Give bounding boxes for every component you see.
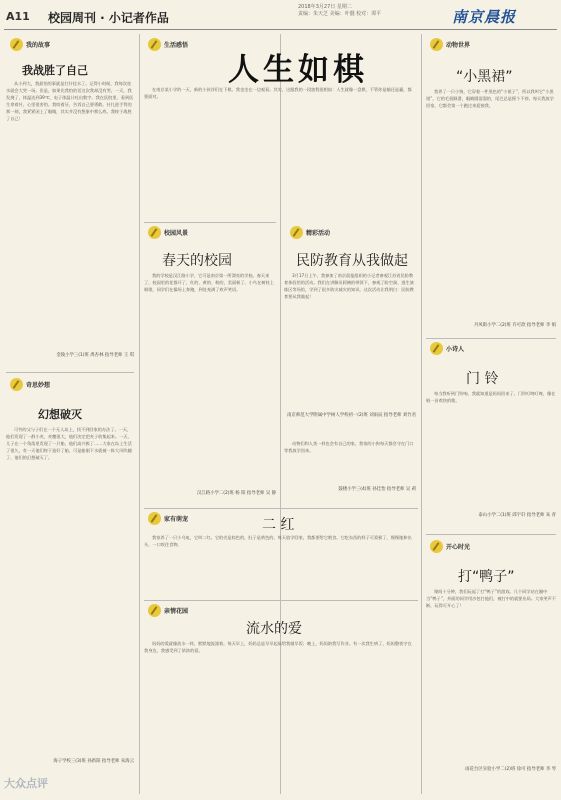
article-body <box>144 640 414 790</box>
article-text: 每当我听到门铃响，我就知道是妈妈回来了。门铃叮咚叮咚，像在唱一首欢快的歌。 <box>426 391 556 403</box>
article-title: 我战胜了自己 <box>22 64 88 77</box>
column-divider <box>139 34 140 794</box>
divider <box>6 372 134 373</box>
article-signature: 南京师范大学附属中学树人学校初一(2)班 刘雨辰 指导老师 刘竹君 <box>287 413 416 418</box>
article-body <box>426 390 556 510</box>
section-badge <box>10 38 50 51</box>
article-title: 二 红 <box>262 517 295 533</box>
article-body <box>284 272 416 392</box>
article-text: 课间十分钟，我们玩起了打“鸭子”的游戏。几个同学站在圈中当“鸭子”，外面的同学用沙包打他们，被打中的就要出局。大家笑声不断，玩得可开心了！ <box>426 589 556 608</box>
article-text: 我的学校是汉江路小学，它可是南京第一所漂亮的学校。春天来了，校园里的花都开了，红的、黄的、粉的，美丽极了。小鸟在树枝上唱歌，同学们在操场上奔跑，到处充满了欢声笑语。 <box>144 273 274 292</box>
article-text: 我养了一只小狗，它穿着一件黑色的“小裙子”，所以我叫它“小黑裙”。它的毛很顺滑，眼睛圆溜溜的，尾巴总是摇个不停。每天我放学回家，它都会第一个跑过来迎接我。 <box>426 89 554 108</box>
date-line-2: 责编：朱天芝 美编：叶靓 校对：谭平 <box>298 11 382 17</box>
article-body <box>426 88 556 320</box>
section-title: 校园周刊 · 小记者作品 <box>48 11 169 25</box>
badge-label: 精彩活动 <box>306 230 331 237</box>
quill-icon <box>148 226 161 239</box>
date-line-1: 2018年3月27日 星期二 <box>298 4 352 10</box>
badge-label: 亲情花园 <box>164 608 189 615</box>
quill-icon <box>430 38 443 51</box>
quill-icon <box>148 38 161 51</box>
badge-label: 家有萌宠 <box>164 516 189 523</box>
badge-label: 小诗人 <box>446 346 465 353</box>
article-title: 门 铃 <box>466 371 499 387</box>
article-text: 从小到大，我最怕的事就是打针挂水了。记得小时候，我每次挂水就会大哭一场。但是，如果比我怕的话这次我却没有哭。一天，我发烧了，体温达到39℃，电子体温计吐出数字。我在医院里，看到医生拿着针，心里很害怕。我咬着牙，告诉自己要勇敢。针扎进手背的那一刻，我紧紧闭上了眼睛，其实并没有想象中那么疼。我终于战胜了自己！ <box>6 81 134 121</box>
article-signature: 丹凤街小学二(2)班 许可歆 指导老师 李 娟 <box>473 323 556 328</box>
quill-icon <box>430 342 443 355</box>
badge-label: 动物世界 <box>446 42 471 49</box>
article-text: 在南京某小学的一天，新的小伙伴们在下棋。我也坐在一边观看。其实，这跟我的一段旅程很相似：人生就像一盘棋，不管你是输还是赢，都要面对。 <box>144 87 412 99</box>
section-badge <box>430 38 470 51</box>
date-line <box>298 4 448 18</box>
divider <box>144 600 418 601</box>
article-body <box>426 588 556 756</box>
section-badge <box>10 378 50 391</box>
article-body <box>144 86 414 216</box>
feature-title: 人生如棋 <box>228 52 368 88</box>
article-signature: 雨花台区实验小学二(2)班 徐可 指导老师 李 琴 <box>465 767 556 772</box>
article-body <box>6 426 134 756</box>
section-badge <box>148 604 188 617</box>
article-signature: 汉江路小学二(2)班 杨 阳 指导老师 吴 静 <box>196 491 276 496</box>
badge-label: 校园风景 <box>164 230 189 237</box>
quill-icon <box>430 540 443 553</box>
article-signature: 金陵小学三(1)班 禹杏林 指导老师 王 琪 <box>56 353 134 358</box>
badge-label: 开心时光 <box>446 544 471 551</box>
section-badge <box>148 38 188 51</box>
article-title: 流水的爱 <box>246 621 302 637</box>
article-text: 妈妈的爱就像流水一样，默默地流淌着。每天早上，妈妈总是早早起床给我做早饭；晚上，妈妈陪我写作业。有一次我生病了，妈妈整夜守在我身边，我感受到了浓浓的爱。 <box>144 641 412 653</box>
badge-label: 我的故事 <box>26 42 51 49</box>
page-number: A11 <box>6 10 30 23</box>
section-badge <box>290 226 330 239</box>
article-signature: 泰山小学二(1)班 邱宇轩 指导老师 朱 青 <box>478 513 556 518</box>
section-badge <box>148 226 188 239</box>
article-title: 春天的校园 <box>162 253 232 269</box>
article-title: 幻想破灭 <box>38 408 82 421</box>
article-text: 可怜的父与子们在一个无人岛上，找不到回家的办法了。一天，他们发现了一群小麦，麦穗很大，他们决定把麦子收集起来。一天，儿子在一个角落里发现了一只船，他们高兴极了……大家在岛上生活了很久，有一天他们终于造好了船，可是船刚下水就被一阵大风吹翻了，他们的幻想破灭了。 <box>6 427 132 460</box>
article-text: 我家养了一只小乌龟，它叫二红。它的壳是棕色的，肚子是黄色的。每天放学回家，我都要给它喂食。它吃东西的样子可爱极了，慢慢地伸出头，一口咬住食物。 <box>144 535 412 547</box>
quill-icon <box>10 378 23 391</box>
badge-label: 生活感悟 <box>164 42 189 49</box>
article-body <box>6 80 134 352</box>
column-divider <box>421 34 422 794</box>
section-badge <box>430 342 464 355</box>
article-title: 打“鸭子” <box>458 569 515 585</box>
badge-label: 奇思妙想 <box>26 382 51 389</box>
article-text: 3月17日上午，我参加了南京晨报组织的小记者参观江苏省民防教育体验馆的活动。我们在讲解员阿姨的带领下，参观了防空洞、逃生演练区等场馆，学到了很多防灾减灾的知识。这次活动让我明白：民防教育要从我做起！ <box>284 273 414 299</box>
article-title: 民防教育从我做起 <box>296 253 408 269</box>
watermark: 大众点评 <box>4 777 48 790</box>
article-text: 动物们和人类一样也会有自己的家，我家的小狗每天都会守在门口等我放学回来。 <box>284 441 414 453</box>
newspaper-logo: 南京晨报 <box>452 8 517 26</box>
divider <box>144 222 276 223</box>
article-title: “小黑裙” <box>456 69 513 85</box>
article-signature: 鼓楼小学三(4)班 孙佳怡 指导老师 吴 莉 <box>338 487 416 492</box>
article-body <box>144 272 276 490</box>
section-badge <box>430 540 470 553</box>
article-body <box>284 440 416 480</box>
article-body <box>144 534 414 594</box>
section-badge <box>148 512 188 525</box>
quill-icon <box>290 226 303 239</box>
header-rule <box>4 29 557 30</box>
divider <box>426 534 556 535</box>
quill-icon <box>148 512 161 525</box>
divider <box>144 508 418 509</box>
quill-icon <box>148 604 161 617</box>
divider <box>426 338 556 339</box>
quill-icon <box>10 38 23 51</box>
article-signature: 海子学校三(3)班 孙新阳 指导老师 朱海云 <box>53 759 134 764</box>
